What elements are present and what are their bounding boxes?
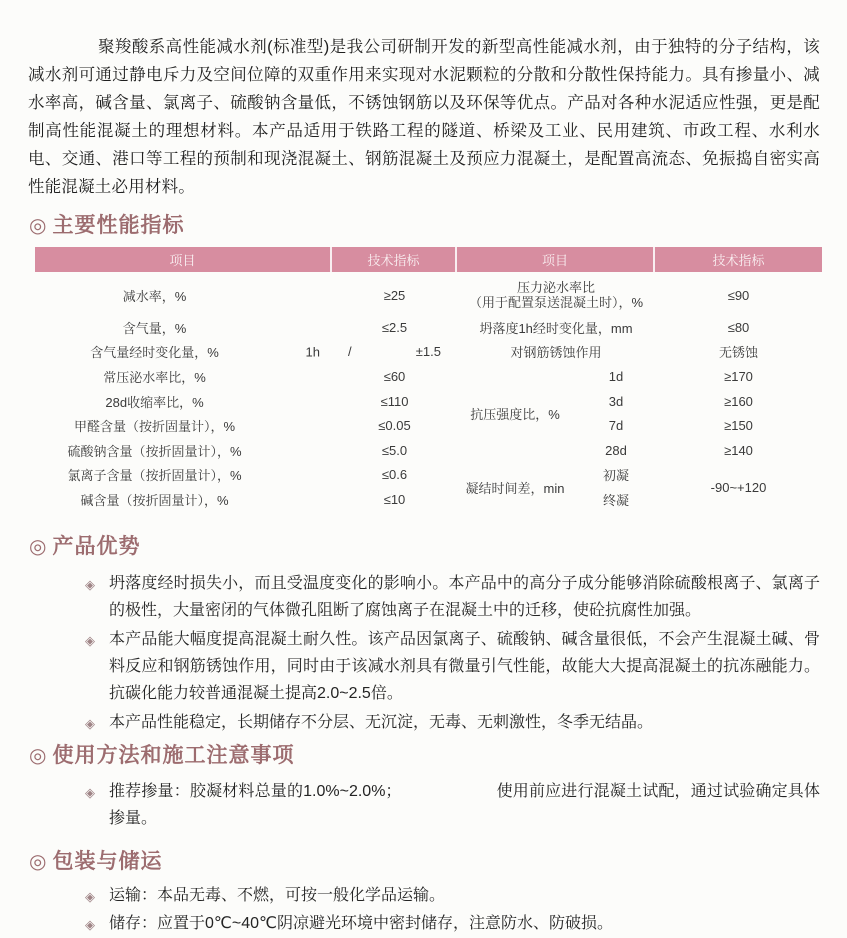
diamond-bullet-icon: ◈	[85, 632, 95, 648]
spec-label: 坍落度1h经时变化量，mm	[479, 320, 633, 336]
spec-value: -90~+120	[710, 479, 767, 495]
list-item	[85, 911, 820, 937]
spec-value: ≤5.0	[381, 442, 408, 458]
diamond-bullet-icon: ◈	[85, 784, 95, 800]
spec-label: 含气量，%	[122, 320, 187, 336]
spec-sub-condition: 1h	[305, 344, 320, 360]
list-item	[85, 709, 820, 736]
spec-value: ≥140	[724, 442, 753, 458]
list-item-text: 本产品性能稳定，长期储存不分层、无沉淀，无毒、无刺激性，冬季无结晶。	[109, 713, 654, 731]
advantages-list	[85, 570, 820, 736]
table-header-row	[35, 247, 822, 272]
intro-paragraph: 聚羧酸系高性能减水剂(标准型)是我公司研制开发的新型高性能减水剂，由于独特的分子结构，该减水剂可通过静电斥力及空间位障的双重作用来实现对水泥颗粒的分散和分散性保持能力。具有掺量小、减水率高，碱含量、氯离子、硫酸钠含量低，不锈蚀钢筋以及环保等优点。产品对各种水泥适应性强，更是配制高性能混凝土的理想材料。本产品适用于铁路工程的隧道、桥梁及工业、民用建筑、市政工程、水利水电、交通、港口等工程的预制和现浇混凝土、钢筋混凝土及预应力混凝土，是配置高流态、免振捣自密实高性能混凝土必用材料。	[28, 38, 820, 196]
list-item	[85, 570, 820, 624]
spec-label	[35, 340, 332, 365]
usage-list	[85, 778, 820, 832]
spec-label-line1: 压力泌水率比	[516, 280, 595, 295]
performance-table	[35, 247, 822, 512]
spec-age: 28d	[605, 442, 627, 458]
spec-label: 甲醛含量（按折固量计），%	[73, 419, 236, 435]
diamond-bullet-icon: ◈	[85, 888, 95, 904]
spec-value: ≤10	[383, 491, 406, 507]
spec-label-line2: （用于配置泵送混凝土时），%	[468, 295, 644, 310]
section-marker-icon: ◎	[29, 744, 48, 767]
packaging-list	[85, 883, 820, 937]
col-header-item-left: 项目	[35, 247, 332, 272]
dosage-text: 推荐掺量：胶凝材料总量的1.0%~2.0%；	[109, 782, 402, 800]
section-title: 主要性能指标	[52, 214, 185, 237]
section-marker-icon: ◎	[29, 850, 48, 873]
spec-age: 7d	[608, 418, 624, 434]
section-heading-usage	[29, 742, 820, 770]
spec-value: ≥25	[383, 287, 406, 303]
spec-label: 减水率，%	[122, 288, 187, 304]
spec-value: ≤2.5	[381, 319, 408, 335]
section-marker-icon: ◎	[29, 215, 48, 237]
section-heading-advantages	[29, 533, 820, 561]
diamond-bullet-icon: ◈	[85, 715, 95, 731]
table-body	[35, 272, 822, 512]
spec-age: 3d	[608, 393, 624, 409]
spec-label: 碱含量（按折固量计），%	[80, 492, 229, 508]
list-item-text: 坍落度经时损失小，而且受温度变化的影响小。本产品中的高分子成分能够消除硫酸根离子、氯离子的极性，大量密闭的气体微孔阻断了腐蚀离子在混凝土中的迁移，使砼抗腐性加强。	[109, 574, 820, 619]
section-marker-icon: ◎	[29, 535, 48, 558]
spec-value: ≤80	[727, 319, 750, 335]
list-item	[85, 883, 820, 909]
spec-value-number: ±1.5	[415, 344, 441, 360]
section-title: 包装与储运	[52, 849, 163, 873]
section-title: 产品优势	[52, 534, 141, 558]
diamond-bullet-icon: ◈	[85, 916, 95, 932]
col-header-item-right: 项目	[457, 247, 655, 272]
spec-value: ≥160	[724, 393, 753, 409]
section-heading-performance	[29, 212, 820, 240]
spec-setting-initial: 初凝	[602, 468, 629, 484]
diamond-bullet-icon: ◈	[85, 576, 95, 592]
spec-label-text: 含气量经时变化量，%	[90, 345, 219, 361]
list-item	[85, 778, 820, 832]
col-header-index-right: 技术指标	[712, 253, 765, 268]
spec-value: ≤0.05	[378, 418, 411, 434]
spec-label: 氯离子含量（按折固量计），%	[67, 468, 242, 484]
spec-label	[457, 275, 655, 315]
spec-label: 常压泌水率比，%	[103, 369, 206, 385]
spec-value: ≥150	[724, 418, 753, 434]
spec-value: 无锈蚀	[718, 345, 758, 361]
product-datasheet-page	[0, 33, 847, 932]
section-heading-packaging	[29, 848, 820, 876]
spec-setting-final: 终凝	[602, 492, 629, 508]
spec-value-slash: /	[348, 344, 352, 360]
spec-value: ≤60	[383, 368, 406, 384]
section-title: 使用方法和施工注意事项	[52, 743, 295, 767]
spec-value: ≤110	[380, 393, 409, 409]
spec-value	[332, 340, 457, 365]
spec-label: 28d收缩率比，%	[105, 394, 204, 410]
col-header-index-left: 技术指标	[332, 247, 457, 272]
usage-note-text: 使用前应进行混凝土试配，通过试验确定具体掺量。	[109, 782, 820, 827]
list-item-text: 运输：本品无毒、不燃，可按一般化学品运输。	[109, 886, 446, 904]
spec-label: 对钢筋锈蚀作用	[510, 345, 602, 361]
table-right-half	[457, 275, 822, 512]
list-item	[85, 626, 820, 707]
spec-value: ≤0.6	[381, 467, 408, 483]
spec-label: 硫酸钠含量（按折固量计），%	[67, 443, 242, 459]
spec-age: 1d	[608, 368, 624, 384]
spec-group-label-strength: 抗压强度比，%	[470, 406, 560, 422]
list-item-text: 本产品能大幅度提高混凝土耐久性。该产品因氯离子、硫酸钠、碱含量很低，不会产生混凝土碱、骨料反应和钢筋锈蚀作用，同时由于该减水剂具有微量引气性能，故能大大提高混凝土的抗冻融能力。抗碳化能力较普通混凝土提高2.0~2.5倍。	[109, 630, 820, 702]
list-item-text: 储存：应置于0℃~40℃阴凉避光环境中密封储存，注意防水、防破损。	[109, 914, 613, 932]
spec-value: ≤90	[727, 287, 750, 303]
table-left-half	[35, 275, 457, 512]
spec-value: ≥170	[724, 368, 753, 384]
spec-group-label-setting-time: 凝结时间差，min	[465, 480, 565, 496]
